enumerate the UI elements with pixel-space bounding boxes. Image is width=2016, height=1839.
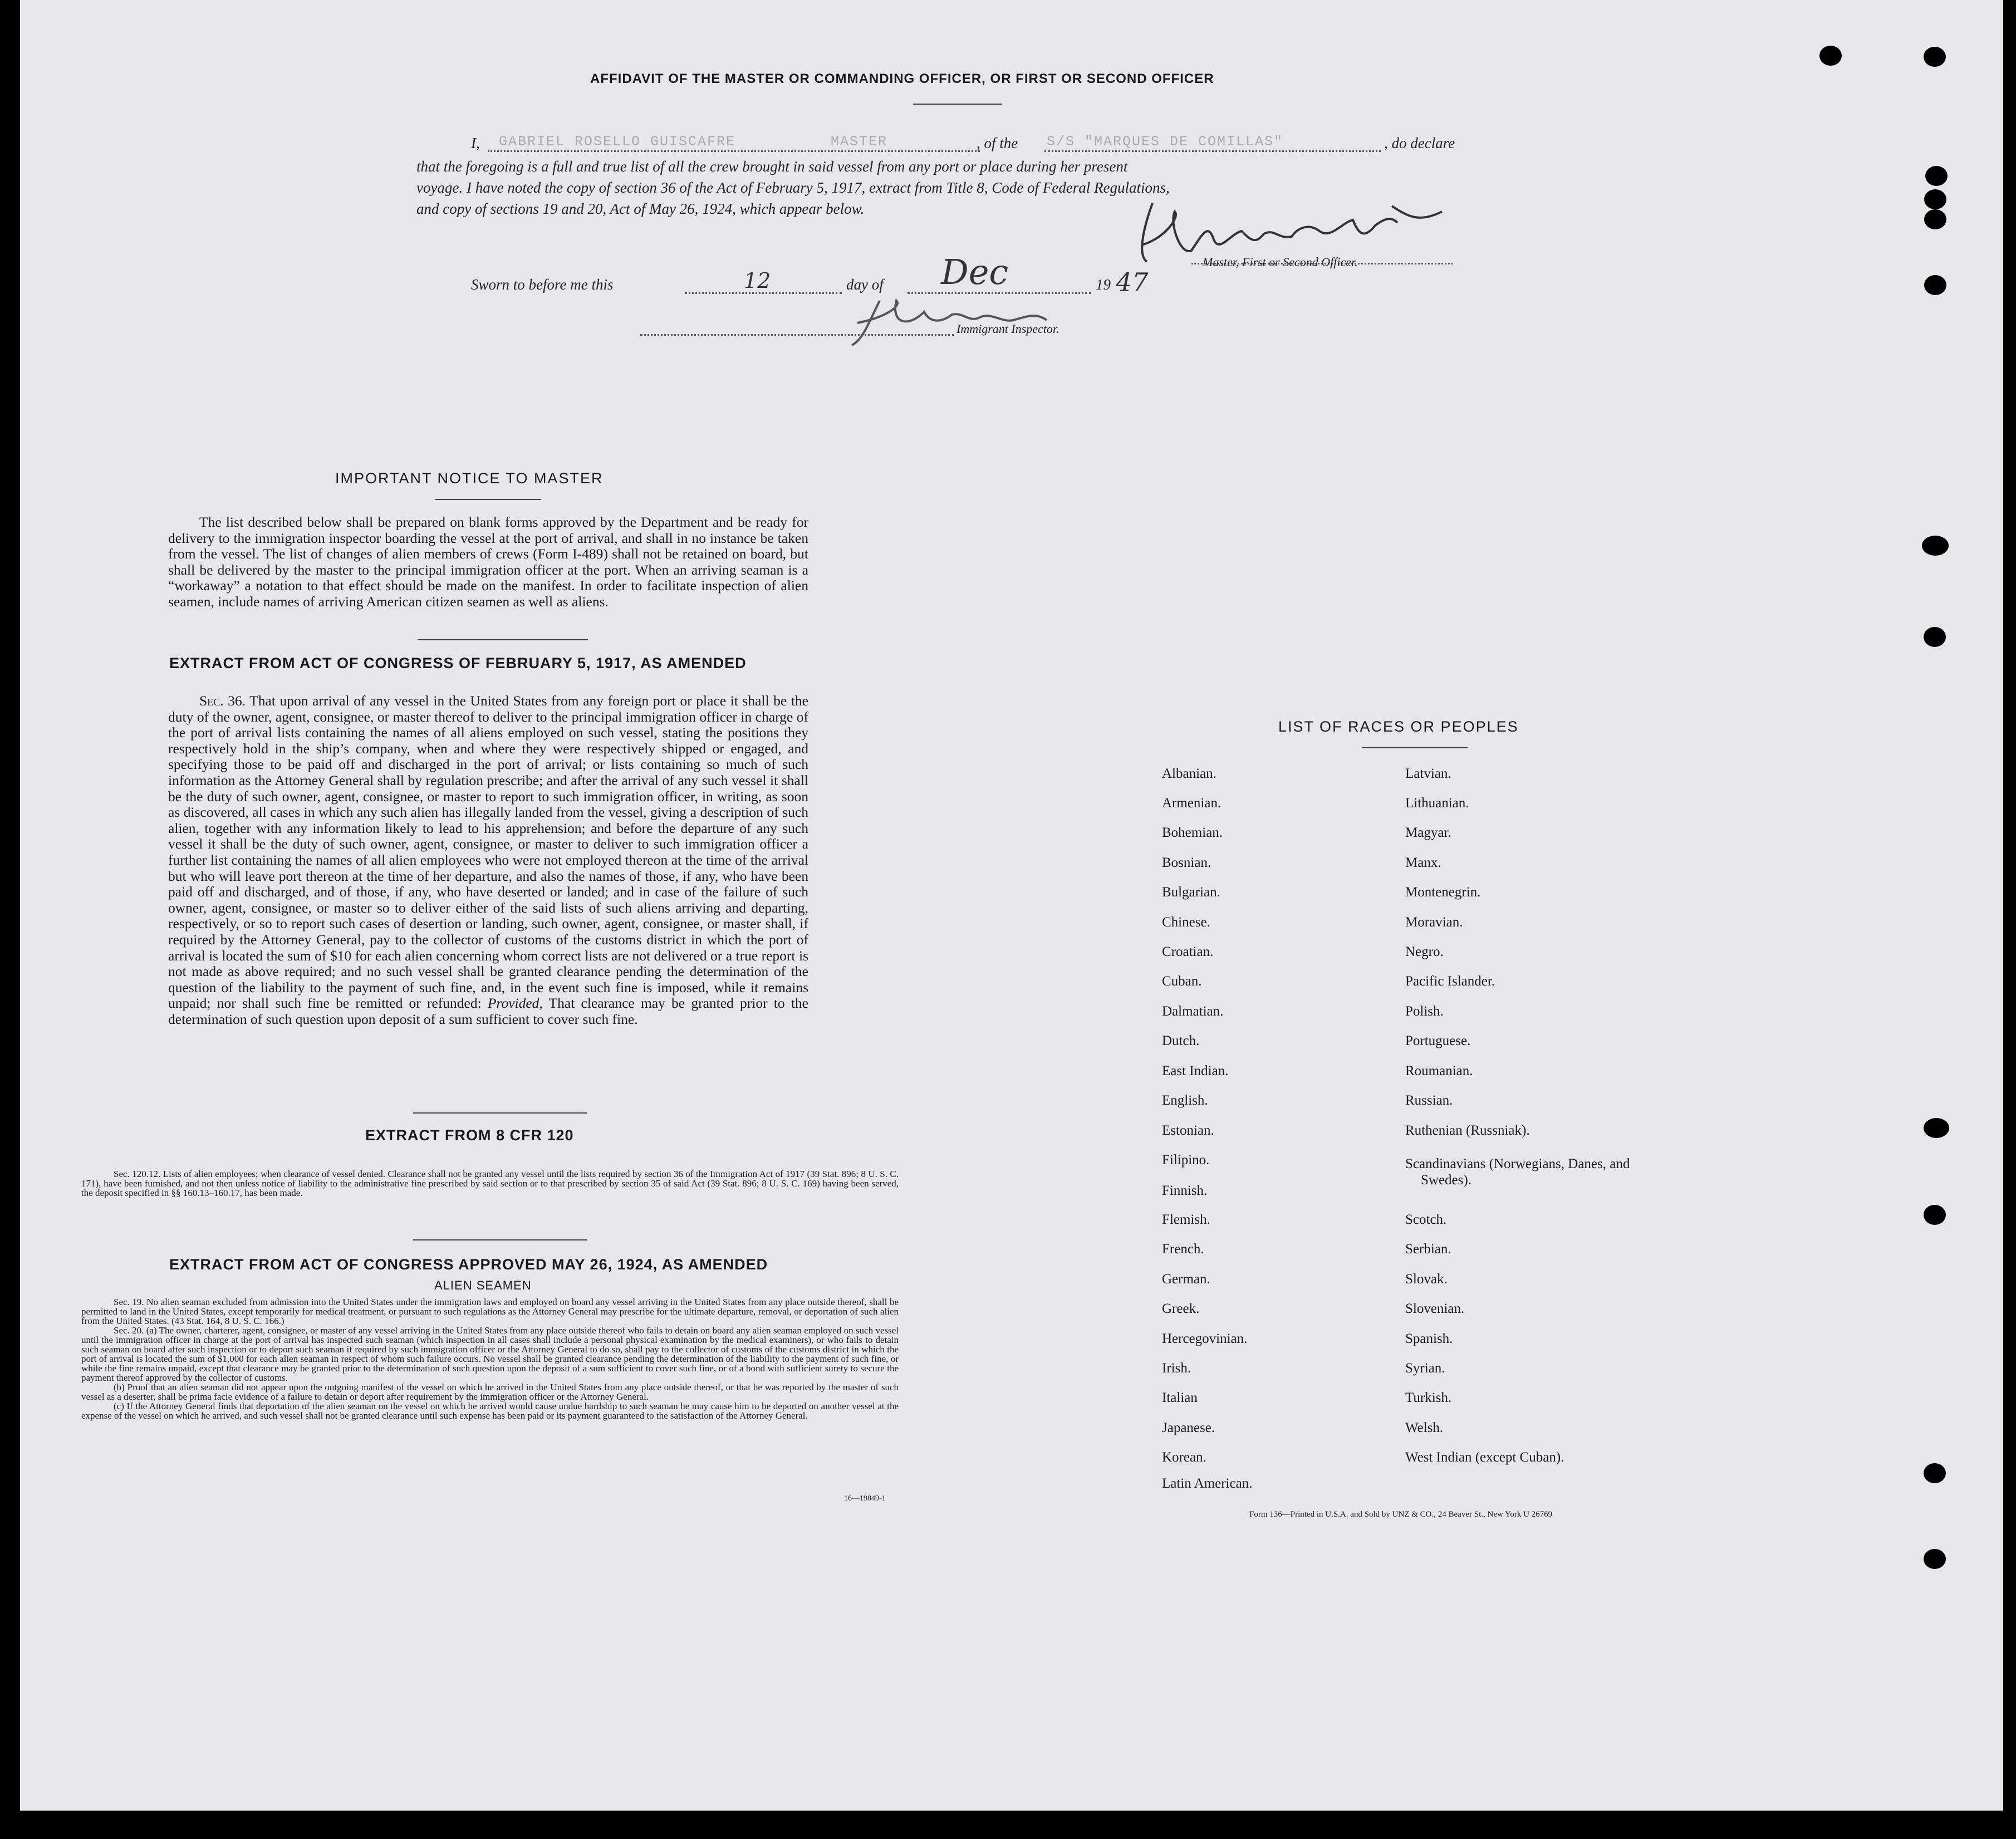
extract-1924-title: EXTRACT FROM ACT OF CONGRESS APPROVED MAY 26, 1924, AS AMENDED: [169, 1256, 768, 1273]
race-left-item: Croatian.: [1162, 944, 1214, 959]
cfr-title: EXTRACT FROM 8 CFR 120: [365, 1127, 574, 1144]
day-handwritten: 12: [744, 268, 771, 293]
affidavit-title: AFFIDAVIT OF THE MASTER OR COMMANDING OFFICER, OR FIRST OR SECOND OFFICER: [590, 71, 1214, 86]
races-rule: [1362, 747, 1468, 748]
race-right-item: Russian.: [1405, 1093, 1453, 1108]
race-left-item: Latin American.: [1162, 1476, 1253, 1491]
race-right-item: Serbian.: [1405, 1242, 1451, 1257]
binder-hole: [1925, 166, 1948, 186]
race-left-item: Greek.: [1162, 1301, 1200, 1316]
cfr-paragraph: Sec. 120.12. Lists of alien employees; when clearance of vessel denied. Clearance shall not be granted any vessel until the lists required by section 36 of the Immigration Act of 1917 (39 Stat. 896; 8 U. S. C. 171), have been furnished, and not then unless notice of liability to the administrative fine prescribed by said section or to that prescribed by section 35 of said Act (39 Stat. 896; 8 U. S. C. 169) having been served, the deposit specified in §§ 160.13–160.17, has been made.: [81, 1169, 899, 1198]
sec36-body-end: That clearance may be granted prior to the determination of such question upon deposit of a sum sufficient to cover such fine.: [168, 995, 808, 1027]
race-left-item: East Indian.: [1162, 1063, 1229, 1078]
race-left-item: Italian: [1162, 1390, 1198, 1405]
race-left-item: Korean.: [1162, 1450, 1206, 1465]
race-right-item: Scotch.: [1405, 1212, 1447, 1227]
race-right-item: Portuguese.: [1405, 1033, 1471, 1048]
race-right-item: Pacific Islander.: [1405, 974, 1495, 989]
race-right-item: Magyar.: [1405, 825, 1451, 840]
race-right-item: Polish.: [1405, 1004, 1444, 1019]
race-right-item: Spanish.: [1405, 1331, 1453, 1346]
binder-hole: [1924, 1118, 1949, 1138]
notice-text: [168, 514, 808, 610]
sec36-text: [168, 693, 808, 1027]
race-left-item: Estonian.: [1162, 1123, 1214, 1138]
inspector-label: Immigrant Inspector.: [957, 322, 1059, 336]
affidavit-line-3: voyage. I have noted the copy of section 36 of the Act of February 5, 1917, extract from Title 8, Code of Federal Regulations,: [416, 179, 1170, 196]
section-rule: [418, 639, 588, 640]
sec20c-paragraph: (c) If the Attorney General finds that deportation of the alien seaman on the vessel on which he arrived would cause undue hardship to such seaman he may cause him to be deported on another vessel at the expense of the vessel on which he arrived, and such vessel shall not be granted clearance until such expense has been paid or its payment guaranteed to the satisfaction of the Attorney General.: [81, 1401, 899, 1421]
race-right-item: Turkish.: [1405, 1390, 1452, 1405]
affidavit-line-4: and copy of sections 19 and 20, Act of May 26, 1924, which appear below.: [416, 200, 865, 217]
cfr-text: [81, 1169, 899, 1198]
race-right-item: Slovenian.: [1405, 1301, 1465, 1316]
signature-label: Master, First or Second Officer.: [1203, 255, 1358, 269]
affidavit-line-2: that the foregoing is a full and true list of all the crew brought in said vessel from any port or place during her present: [416, 158, 1128, 175]
sec20b-paragraph: (b) Proof that an alien seaman did not appear upon the outgoing manifest of the vessel on which he arrived in the United States from any place outside thereof, or that he was reported by the master of such vessel as a deserter, shall be prima facie evidence of a failure to detain or deport after requirement by the immigration officer or the Attorney General.: [81, 1382, 899, 1402]
binder-hole: [1924, 189, 1946, 209]
sec19-paragraph: Sec. 19. No alien seaman excluded from admission into the United States under the immigration laws and employed on board any vessel arriving in the United States from any place outside thereof, shall be permitted to land in the United States, except temporarily for medical treatment, or pursuant to such regulations as the Attorney General may prescribe for the ultimate departure, removal, or deportation of such alien from the United States. (43 Stat. 164, 8 U. S. C. 166.): [81, 1297, 899, 1326]
race-left-item: French.: [1162, 1242, 1204, 1257]
day-of-text: day of: [846, 276, 884, 293]
race-left-item: German.: [1162, 1272, 1210, 1287]
race-right-item: Manx.: [1405, 855, 1441, 870]
race-left-item: Dutch.: [1162, 1033, 1200, 1048]
binder-hole: [1922, 536, 1949, 556]
race-left-item: Filipino.: [1162, 1153, 1210, 1168]
race-right-item: Roumanian.: [1405, 1063, 1473, 1078]
section-rule: [413, 1239, 587, 1240]
notice-title: IMPORTANT NOTICE TO MASTER: [335, 470, 604, 487]
name-line: [488, 150, 980, 152]
race-right-item: Slovak.: [1405, 1272, 1448, 1287]
sec20a-paragraph: Sec. 20. (a) The owner, charterer, agent, consignee, or master of any vessel arriving in the United States from any place outside thereof who fails to detain on board any alien seaman employed on such vessel until the immigration officer in charge at the port of arrival has inspected such seaman (which inspection in all cases shall include a personal physical examination by the medical examiners), or who fails to detain such seaman on board after such inspection or to deport such seaman if required by such immigration officer or the Attorney General to do so, shall pay to the collector of customs of the customs district in which the port of arrival is located the sum of $1,000 for each alien seaman in respect of whom such failure occurs. No vessel shall be granted clearance pending the determination of the liability to the payment of such fine, or while the fine remains unpaid, except that clearance may be granted prior to the determination of such question upon the deposit of a sum sufficient to cover such fine, or of a bond with sufficient surety to secure the payment thereof approved by the collector of customs.: [81, 1325, 899, 1383]
binder-hole: [1819, 46, 1842, 66]
race-left-item: Finnish.: [1162, 1183, 1208, 1198]
sworn-text: Sworn to before me this: [471, 276, 614, 293]
provided-text: Provided,: [487, 995, 543, 1012]
race-right-item: Ruthenian (Russniak).: [1405, 1123, 1530, 1138]
vessel-line: [1044, 150, 1381, 152]
race-left-item: Japanese.: [1162, 1420, 1215, 1435]
binder-hole: [1924, 1205, 1946, 1225]
race-right-item: Negro.: [1405, 944, 1444, 959]
month-handwritten: Dec: [941, 252, 1009, 292]
section-rule: [413, 1112, 587, 1114]
race-left-item: Armenian.: [1162, 796, 1222, 811]
alien-seamen-subtitle: ALIEN SEAMEN: [434, 1278, 532, 1292]
notice-rule: [435, 499, 541, 500]
of-the-text: , of the: [977, 135, 1018, 151]
race-left-item: Cuban.: [1162, 974, 1202, 989]
year-handwritten: 47: [1116, 267, 1149, 297]
position-field: MASTER: [831, 134, 888, 150]
race-right-item: West Indian (except Cuban).: [1405, 1450, 1564, 1465]
binder-hole: [1924, 275, 1946, 295]
race-left-item: Dalmatian.: [1162, 1004, 1224, 1019]
vessel-field: S/S "MARQUES DE COMILLAS": [1047, 134, 1284, 150]
race-left-item: Bohemian.: [1162, 825, 1223, 840]
extract-1924-text: [81, 1297, 899, 1420]
race-right-item: Moravian.: [1405, 915, 1463, 930]
race-left-item: Bosnian.: [1162, 855, 1211, 870]
form-number: 16—19849-1: [844, 1494, 886, 1503]
title-rule: [913, 104, 1002, 105]
inspector-line: [640, 334, 954, 336]
race-left-item: Chinese.: [1162, 915, 1210, 930]
race-right-item: Montenegrin.: [1405, 885, 1481, 900]
binder-hole: [1924, 1549, 1946, 1569]
printer-footer: Form 136—Printed in U.S.A. and Sold by UNZ & CO., 24 Beaver St., New York U 26769: [1249, 1510, 1553, 1519]
binder-hole: [1924, 47, 1946, 67]
sec36-body: That upon arrival of any vessel in the United States from any foreign port or place it shall be the duty of the owner, agent, consignee, or master thereof to deliver to the principal immigration officer in charge of the port of arrival lists containing the names of all aliens employed on such vessel, stating the positions they respectively hold in the ship’s company, when and where they were respectively shipped or engaged, and specifying those to be paid off and discharged in the port of arrival; or lists containing so much of such information as the Attorney General shall by regulation prescribe; and after the arrival of any such vessel it shall be the duty of such owner, agent, consignee, or master to report to such immigration officer, in writing, as soon as discovered, all cases in which any such alien has illegally landed from the vessel, giving a description of such alien, together with any information likely to lead to his apprehension; and before the departure of any such vessel it shall be the duty of such owner, agent, consignee, or master to deliver to such immigration officer a further list containing the names of all alien employees who were not employed thereon at the time of the arrival but who will leave port thereon at the time of her departure, and also the names of those, if any, who have been paid off and discharged, and of those, if any, who have deserted or landed; and in case of the failure of such owner, agent, consignee, or master so to deliver either of the said lists of such aliens arriving and departing, respectively, or so to report such cases of desertion or landing, such owner, agent, consignee, or master shall, if required by the Attorney General, pay to the collector of customs of the customs district in which the port of arrival is located the sum of $10 for each alien concerning whom correct lists are not delivered or a true report is not made as above required; and no such vessel shall be granted clearance pending the determination of the question of the liability to the payment of such fine, and, in the event such fine is imposed, while it remains unpaid; nor shall such fine be remitted or refunded:: [168, 693, 808, 1012]
race-right-item: Scandinavians (Norwegians, Danes, and Swedes).: [1405, 1156, 1630, 1188]
extract-1917-title: EXTRACT FROM ACT OF CONGRESS OF FEBRUARY 5, 1917, AS AMENDED: [169, 655, 747, 671]
binder-hole: [1924, 209, 1946, 229]
race-left-item: Bulgarian.: [1162, 885, 1220, 900]
notice-paragraph: The list described below shall be prepared on blank forms approved by the Department and be ready for delivery to the immigration inspector boarding the vessel at the port of arrival, and shall in no instance be taken from the vessel. The list of changes of alien members of crews (Form I-489) shall not be retained on board, but shall be delivered by the master to the principal immigration officer at the port. When an arriving seaman is a “workaway” a notation to that effect should be made on the manifest. In order to facilitate inspection of alien seamen, include names of arriving American citizen seamen as well as aliens.: [168, 514, 808, 610]
affidavit-i: I,: [471, 135, 480, 151]
race-left-item: Albanian.: [1162, 766, 1217, 781]
binder-hole: [1924, 1463, 1946, 1483]
race-left-item: Hercegovinian.: [1162, 1331, 1248, 1346]
inspector-signature: [835, 290, 1080, 351]
year-prefix: 19: [1096, 276, 1111, 293]
race-left-item: Flemish.: [1162, 1212, 1210, 1227]
race-right-item: Syrian.: [1405, 1361, 1445, 1376]
do-declare-text: , do declare: [1384, 135, 1455, 151]
binder-hole: [1924, 627, 1946, 647]
races-title: LIST OF RACES OR PEOPLES: [1278, 718, 1519, 735]
sec36-label: Sec. 36.: [199, 693, 246, 709]
race-right-item: Latvian.: [1405, 766, 1451, 781]
race-left-item: Irish.: [1162, 1361, 1191, 1376]
race-right-item: Welsh.: [1405, 1420, 1444, 1435]
race-right-item: Lithuanian.: [1405, 796, 1469, 811]
race-left-item: English.: [1162, 1093, 1208, 1108]
master-name-field: GABRIEL ROSELLO GUISCAFRE: [499, 134, 736, 150]
